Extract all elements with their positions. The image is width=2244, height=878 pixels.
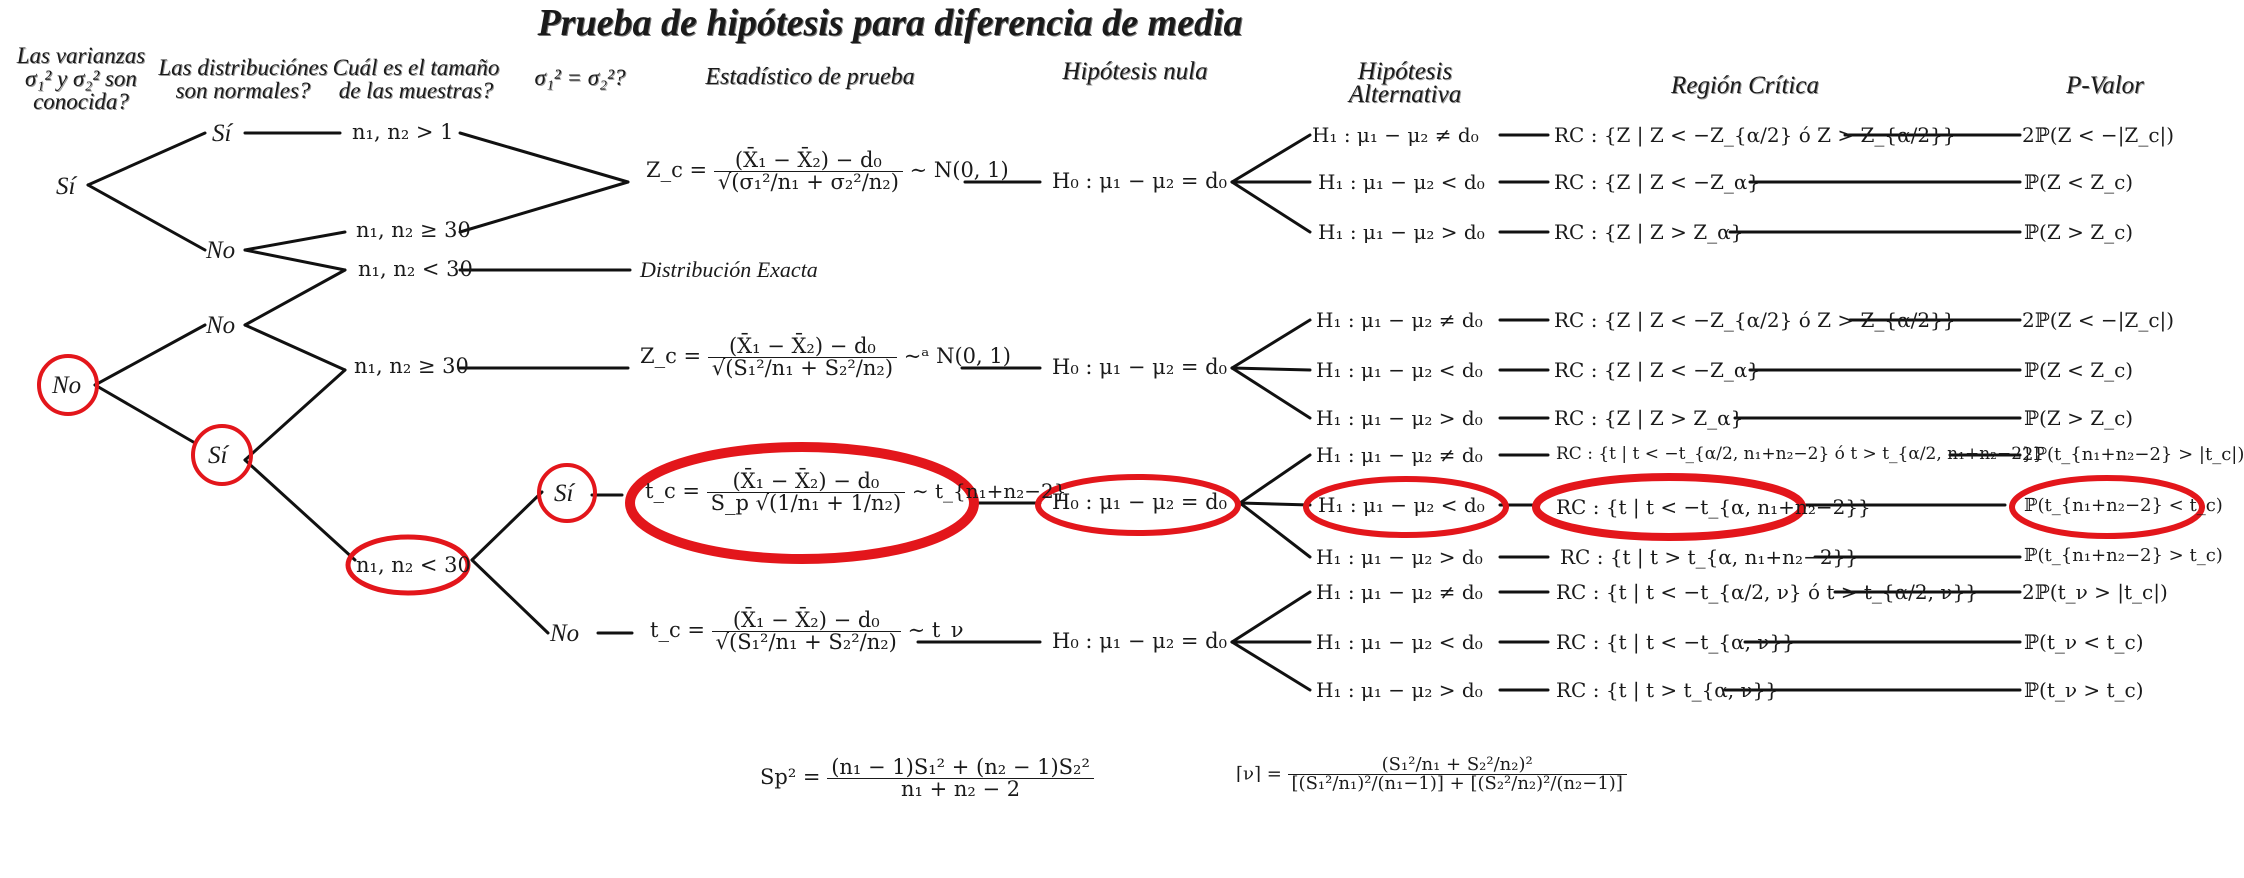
pvalue-z-two-sided-large: 2ℙ(Z < −|Z_c|) [2022,308,2175,332]
region-t-pooled-lower: RC : {t | t < −t_{α, n₁+n₂−2}} [1556,495,1871,519]
region-z-lower-known: RC : {Z | Z < −Z_α} [1554,170,1761,194]
alt-lt-z-large: H₁ : μ₁ − μ₂ < d₀ [1316,358,1483,382]
region-z-two-sided-known: RC : {Z | Z < −Z_{α/2} ó Z > Z_{α/2}} [1554,123,1956,147]
pooled-variance-formula: Sp² = $\frac{\text{(n₁ − 1)S₁² + (n₂ − 1)S₂²}}{\text{n₁ + n₂ − 2}}$ [760,757,1094,800]
size-lt-30-unknown: n₁, n₂ < 30 [356,553,471,577]
pvalue-t-pooled-upper: ℙ(t_{n₁+n₂−2} > t_c) [2024,545,2223,566]
region-t-welch-lower: RC : {t | t < −t_{α, ν}} [1556,630,1795,654]
alt-gt-t-pooled: H₁ : μ₁ − μ₂ > d₀ [1316,545,1483,569]
node-normal-no-bottom: No [206,312,236,339]
exact-distribution-label: Distribución Exacta [640,257,818,282]
statistic-t-welch: t_c = $\frac{\text{(X̄₁ − X̄₂) − d₀}}{\text{√(S₁²/n₁ + S₂²/n₂)}}$ ∼ t_ν [650,608,964,654]
alt-gt-z-known: H₁ : μ₁ − μ₂ > d₀ [1318,220,1485,244]
statistic-z-known-variances: Z_c = $\frac{\text{(X̄₁ − X̄₂) − d₀}}{\text{√(σ₁²/n₁ + σ₂²/n₂)}}$ ∼ N(0, 1) [646,148,1009,194]
pvalue-z-upper-large: ℙ(Z > Z_c) [2024,406,2134,430]
size-gt-1: n₁, n₂ > 1 [352,120,454,144]
alt-gt-z-large: H₁ : μ₁ − μ₂ > d₀ [1316,406,1483,430]
size-ge-30-unknown: n₁, n₂ ≥ 30 [354,354,469,378]
header-null-hypothesis: Hipótesis nula [1062,58,1208,85]
alt-lt-z-known: H₁ : μ₁ − μ₂ < d₀ [1318,170,1485,194]
region-z-upper-known: RC : {Z | Z > Z_α} [1554,220,1744,244]
node-normal-yes-top: Sí [212,120,232,147]
pvalue-t-welch-two-sided: 2ℙ(t_ν > |t_c|) [2022,580,2168,604]
pvalue-t-welch-lower: ℙ(t_ν < t_c) [2024,630,2144,654]
alt-ne-t-pooled: H₁ : μ₁ − μ₂ ≠ d₀ [1316,443,1483,467]
header-alternative-hypothesis: Hipótesis Alternativa [1348,58,1462,108]
pvalue-z-lower-large: ℙ(Z < Z_c) [2024,358,2134,382]
page-title: Prueba de hipótesis para diferencia de media [537,2,1243,44]
null-hypothesis-t-pooled: H₀ : μ₁ − μ₂ = d₀ [1052,490,1228,514]
size-ge-30-known: n₁, n₂ ≥ 30 [356,218,471,242]
alt-gt-t-welch: H₁ : μ₁ − μ₂ > d₀ [1316,678,1483,702]
region-t-pooled-two-sided: RC : {t | t < −t_{α/2, n₁+n₂−2} ó t > t_{α/2, n₁+n₂−2}} [1556,444,2044,464]
degrees-of-freedom-formula: ⌈ν⌉ = $\frac{\text{(S₁²/n₁ + S₂²/n₂)²}}{\text{[(S₁²/n₁)²/(n₁−1)] + [(S₂²/n₂)²/(n₂−1)]}}$ [1236,756,1627,793]
pvalue-t-welch-upper: ℙ(t_ν > t_c) [2024,678,2144,702]
null-hypothesis-t-welch: H₀ : μ₁ − μ₂ = d₀ [1052,629,1228,653]
pvalue-t-pooled-lower: ℙ(t_{n₁+n₂−2} < t_c) [2024,495,2223,516]
alt-lt-t-pooled: H₁ : μ₁ − μ₂ < d₀ [1318,493,1485,517]
header-p-value: P-Valor [2066,72,2144,99]
null-hypothesis-z-known: H₀ : μ₁ − μ₂ = d₀ [1052,169,1228,193]
alt-ne-z-known: H₁ : μ₁ − μ₂ ≠ d₀ [1312,123,1479,147]
header-equal-variances: σ₁² = σ₂²? [534,65,626,90]
node-variances-known-no: No [52,372,82,399]
region-t-pooled-upper: RC : {t | t > t_{α, n₁+n₂−2}} [1560,545,1859,569]
size-lt-30-known: n₁, n₂ < 30 [358,257,473,281]
statistic-t-pooled: t_c = $\frac{\text{(X̄₁ − X̄₂) − d₀}}{\text{S\_p √(1/n₁ + 1/n₂)}}$ ∼ t_{n₁+n₂−2} [645,469,1067,515]
node-variances-known-yes: Sí [56,173,76,200]
pvalue-t-pooled-two-sided: 2ℙ(t_{n₁+n₂−2} > |t_c|) [2022,444,2244,465]
region-z-upper-large: RC : {Z | Z > Z_α} [1554,406,1744,430]
alt-lt-t-welch: H₁ : μ₁ − μ₂ < d₀ [1316,630,1483,654]
node-normal-no-top: No [206,237,236,264]
header-sample-size: Cuál es el tamaño de las muestras? [332,55,500,103]
pvalue-z-lower-known: ℙ(Z < Z_c) [2024,170,2134,194]
header-normal-distributions: Las distribuciónes son normales? [158,55,328,103]
header-critical-region: Región Crítica [1671,72,1819,99]
node-equal-variances-no: No [550,620,580,647]
pvalue-z-two-sided-known: 2ℙ(Z < −|Z_c|) [2022,123,2175,147]
header-test-statistic: Estadístico de prueba [705,64,915,90]
node-normal-yes-bottom: Sí [208,442,228,469]
region-z-lower-large: RC : {Z | Z < −Z_α} [1554,358,1761,382]
alt-ne-t-welch: H₁ : μ₁ − μ₂ ≠ d₀ [1316,580,1483,604]
node-equal-variances-yes: Sí [554,480,574,507]
region-t-welch-two-sided: RC : {t | t < −t_{α/2, ν} ó t > t_{α/2, ν}} [1556,580,1978,604]
region-t-welch-upper: RC : {t | t > t_{α, ν}} [1556,678,1779,702]
null-hypothesis-z-large: H₀ : μ₁ − μ₂ = d₀ [1052,355,1228,379]
pvalue-z-upper-known: ℙ(Z > Z_c) [2024,220,2134,244]
statistic-z-large-samples: Z_c = $\frac{\text{(X̄₁ − X̄₂) − d₀}}{\text{√(S₁²/n₁ + S₂²/n₂)}}$ ~ᵃ N(0, 1) [640,334,1011,380]
header-known-variances: Las varianzas σ₁² y σ₂² son conocida? [16,43,146,114]
region-z-two-sided-large: RC : {Z | Z < −Z_{α/2} ó Z > Z_{α/2}} [1554,308,1956,332]
alt-ne-z-large: H₁ : μ₁ − μ₂ ≠ d₀ [1316,308,1483,332]
